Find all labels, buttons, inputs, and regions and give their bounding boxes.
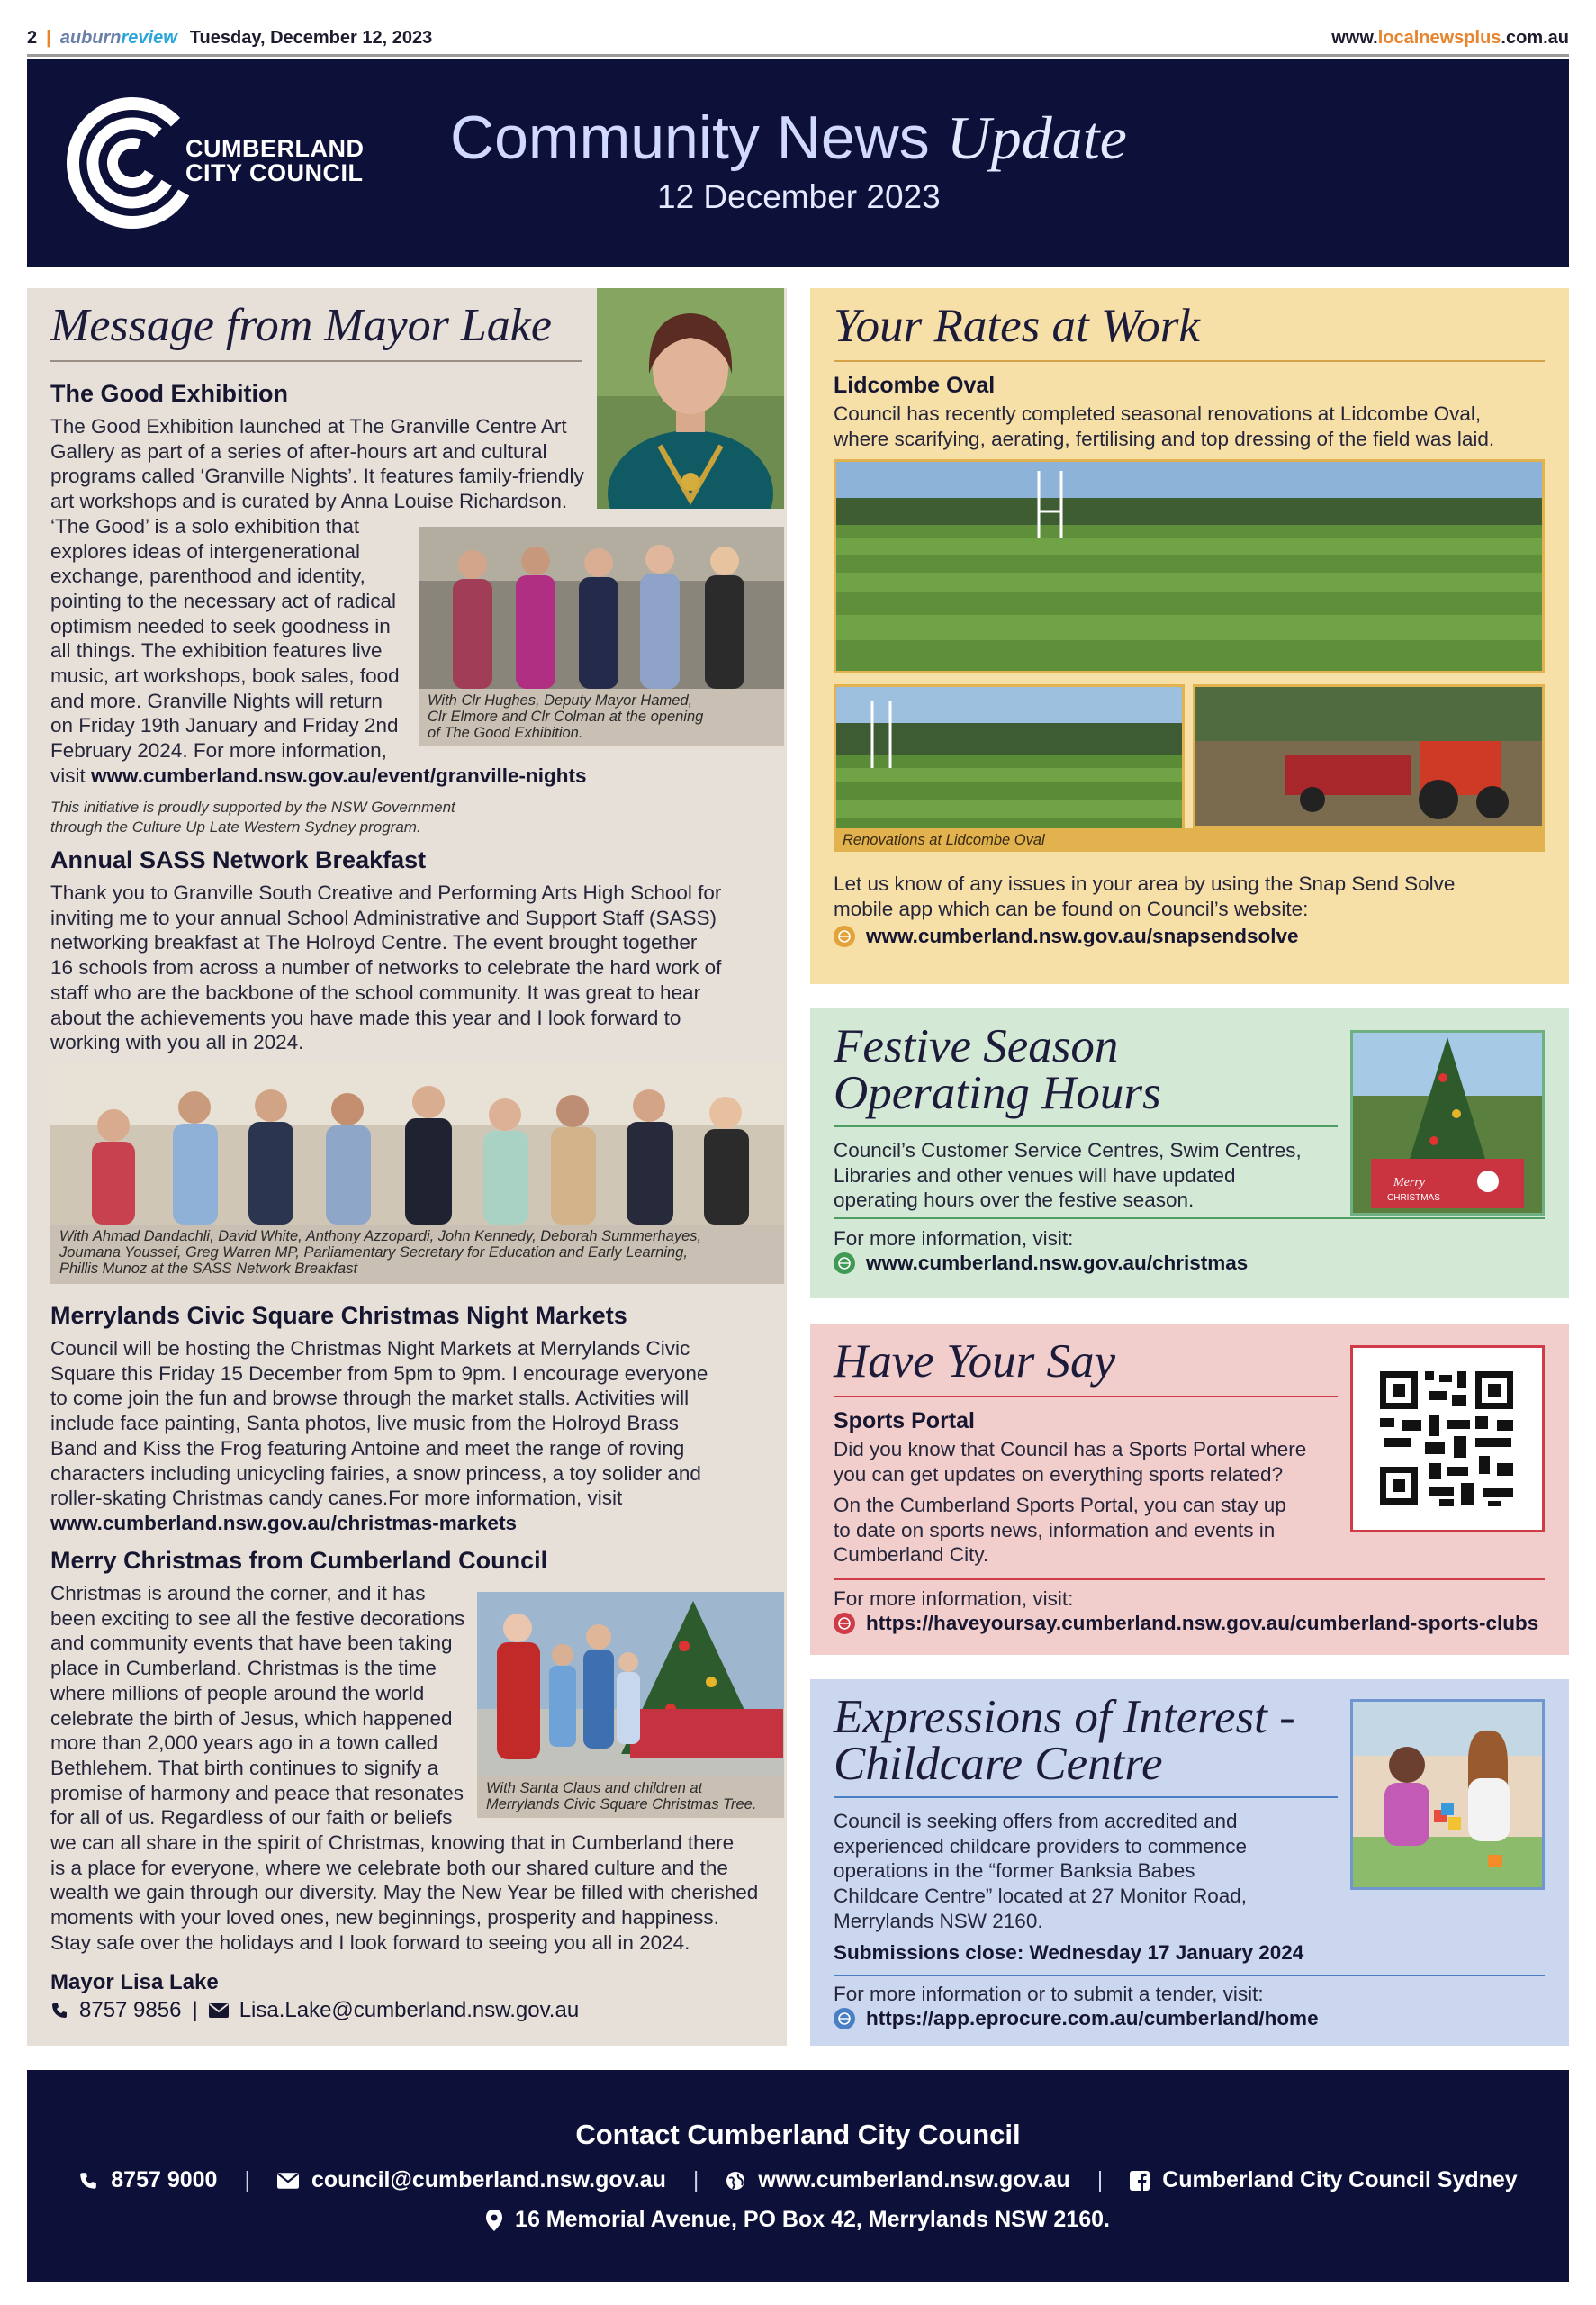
tractor-photo [1193,684,1545,828]
page-title: Community News Update [450,104,1127,172]
footer-email[interactable]: council@cumberland.nsw.gov.au [311,2167,666,2192]
section-title-sass: Annual SASS Network Breakfast [50,846,427,873]
say-heading-rule [834,1396,1338,1397]
footer-address: 16 Memorial Avenue, PO Box 42, Merrylands NSW 2160. [515,2207,1110,2232]
footer-address-line [27,2207,1569,2233]
santa-photo-caption: With Santa Claus and children at Merrylands Civic Square Christmas Tree. [477,1776,784,1818]
eoi-heading: Expressions of Interest - Childcare Centre [834,1691,1295,1790]
christmas-text: Christmas is around the corner, and it has been exciting to see all the festive decorations and community events that have been taking place in Cumberland. Christmas is the time where millions of people around the world celebrate the birth of Jesus, which happened more than 2,000 years ago in a town called Bethlehem. That birth continues to signify a promise of harmony and peace that resonates for all of us. Regardless of our faith or beliefs we can all share in the spirit of Christmas, knowing that in Cumberland there is a place for everyone, where we celebrate both our shared culture and the wealth we gain through our diversity. May the New Year be filled with cherished moments with your loved ones, new beginnings, prosperity and happiness. Stay safe over the holidays and I look forward to seeing you all in 2024. [50,1582,759,1954]
heading-rule [50,360,582,362]
council-logo-icon [65,95,200,230]
festive-more-info: For more information, visit: [834,1227,1074,1250]
eoi-text: Council is seeking offers from accredited and experienced childcare providers to commence operations in the “former Banksia Babes Childcare Centre” located at 27 Monitor Road, Merrylands NSW 2160. [834,1810,1247,1932]
mayor-portrait-photo [597,288,784,509]
rates-heading-rule [834,360,1545,362]
rates-subtitle: Lidcombe Oval [834,373,996,398]
say-text-2: On the Cumberland Sports Portal, you can stay up to date on sports news, information and events in Cumberland City. [834,1494,1286,1567]
granville-nights-link[interactable]: www.cumberland.nsw.gov.au/event/granville-nights [91,764,587,787]
mayor-email[interactable]: Lisa.Lake@cumberland.nsw.gov.au [239,1998,580,2022]
masthead-brand-part2: review [121,27,177,48]
page-header-strip [27,20,1569,56]
location-pin-icon [486,2210,502,2231]
footer-facebook[interactable]: Cumberland City Council Sydney [1162,2167,1518,2192]
footer-phone[interactable]: 8757 9000 [111,2167,218,2192]
rates-text: Council has recently completed seasonal renovations at Lidcombe Oval, where scarifying, aerating, fertilising and top dressing of the field was laid. [834,402,1495,450]
childcare-photo [1350,1699,1545,1890]
web-icon [834,926,855,947]
good-exhibition-text: The Good Exhibition launched at The Granville Centre Art Gallery as part of a series of after-hours art and cultural programs called ‘Granville Nights’. It features family-friendly art workshops and is curated by Anna Louise Richardson. ‘The Good’ is a solo exhibition that explores ideas of intergenerational exchange, parenthood and identity, pointing to the necessary act of radical optimism needed to seek goodness in all things. The exhibition features live music, art workshops, book sales, food and more. Granville Nights will return on Friday 19th January and Friday 2nd February 2024. For more information, visit www.cumberland.nsw.gov.au/event/granville-nights [50,415,587,787]
web-icon [834,1252,855,1274]
contact-footer [27,2070,1569,2282]
mayor-phone[interactable]: 8757 9856 [79,1998,182,2022]
festive-heading-rule [834,1125,1338,1127]
markets-text: Council will be hosting the Christmas Night Markets at Merrylands Civic Square this Friday 15 December from 5pm to 9pm. I encourage everyone to come join the fun and browse through the market stalls. Activities will include face painting, Santa photos, live music from the Holroyd Brass Band and Kiss the Frog featuring Antoine and meet the range of roving characters including unicycling fairies, a snow princess, a toy solider and roller-skating Christmas candy canes.For more information, visit www.cumberland.nsw.gov.au/christmas-markets [50,1337,708,1534]
qr-code[interactable] [1350,1345,1545,1532]
eprocure-link[interactable]: https://app.eprocure.com.au/cumberland/home [834,2007,1319,2030]
childcare-eoi-panel [810,1679,1569,2046]
sass-photo-caption: With Ahmad Dandachli, David White, Anthony Azzopardi, John Kennedy, Deborah Summerhayes, Joumana Youssef, Greg Warren MP, Parliamentary Secretary for Education and Early Learning, Phillis Munoz at the SASS Network Breakfast [50,1225,784,1284]
oval-photo-caption: Renovations at Lidcombe Oval [834,828,1545,852]
have-your-say-panel [810,1324,1569,1655]
council-name: CUMBERLAND CITY COUNCIL [185,135,365,186]
masthead-site-link[interactable]: www.localnewsplus.com.au [1331,27,1569,48]
say-text-1: Did you know that Council has a Sports Portal where you can get updates on everything sports related? [834,1438,1307,1486]
section-title-good-exhibition: The Good Exhibition [50,380,288,407]
mayor-heading: Message from Mayor Lake [50,300,552,351]
masthead-brand-part1: auburn [59,27,122,48]
sass-group-photo [50,1062,784,1225]
exhibition-photo-caption: With Clr Hughes, Deputy Mayor Hamed, Clr Elmore and Clr Colman at the opening of The Good Exhibition. [419,689,784,746]
mayor-contact-line [50,1998,579,2023]
festive-divider [834,1217,1545,1219]
section-title-markets: Merrylands Civic Square Christmas Night Markets [50,1302,627,1329]
eoi-divider [834,1975,1545,1976]
email-icon [277,2173,299,2189]
eoi-more-info: For more information or to submit a tender, visit: [834,1983,1264,2005]
banner-date: 12 December 2023 [657,178,941,215]
festive-heading: Festive Season Operating Hours [834,1020,1161,1119]
christmas-hours-link[interactable]: www.cumberland.nsw.gov.au/christmas [834,1252,1248,1275]
say-subtitle: Sports Portal [834,1408,975,1433]
snapsendsolve-link[interactable]: www.cumberland.nsw.gov.au/snapsendsolve [834,925,1299,948]
say-more-info: For more information, visit: [834,1587,1074,1610]
christmas-tree-photo [1350,1030,1545,1216]
globe-icon [726,2171,745,2191]
header-divider [27,54,1569,57]
rates-heading: Your Rates at Work [834,300,1200,352]
mayor-message-panel [27,288,787,2046]
phone-icon [50,2002,68,2020]
sign-text-merry: Merry [1393,1176,1425,1189]
festive-text: Council’s Customer Service Centres, Swim Centres, Libraries and other venues will have updated operating hours over the festive season. [834,1139,1302,1212]
say-heading: Have Your Say [834,1335,1116,1388]
sign-text-christmas: CHRISTMAS [1387,1193,1440,1203]
web-icon [834,1613,855,1634]
festive-hours-panel [810,1008,1569,1298]
mayor-signature-name: Mayor Lisa Lake [50,1970,219,1994]
oval-field-photo [834,684,1185,846]
exhibition-group-photo [419,527,784,689]
christmas-markets-link[interactable]: www.cumberland.nsw.gov.au/christmas-markets [50,1511,518,1534]
contact-separator: | [192,1998,198,2022]
facebook-icon [1130,2171,1150,2191]
email-icon [209,2003,229,2018]
footer-website[interactable]: www.cumberland.nsw.gov.au [758,2167,1070,2192]
submissions-close: Submissions close: Wednesday 17 January 2024 [834,1941,1304,1964]
page-number: 2 [27,27,38,48]
say-divider [834,1578,1545,1580]
nsw-support-note: This initiative is proudly supported by the NSW Government through the Culture Up Late Western Sydney program. [50,799,455,836]
eoi-heading-rule [834,1796,1338,1798]
web-icon [834,2008,855,2029]
separator: | [46,27,51,48]
lidcombe-oval-photo [834,459,1545,673]
snap-send-solve-text: Let us know of any issues in your area by using the Snap Send Solve mobile app which can be found on Council’s website: [834,872,1456,920]
rates-at-work-panel [810,288,1569,984]
footer-title: Contact Cumberland City Council [575,2119,1021,2150]
phone-icon [78,2171,98,2191]
sports-portal-link[interactable]: https://haveyoursay.cumberland.nsw.gov.au/cumberland-sports-clubs [834,1612,1538,1635]
header-banner [27,59,1569,267]
sass-text: Thank you to Granville South Creative and Performing Arts High School for inviting me to your annual School Administrative and Support Staff (SASS) networking breakfast at The Holroyd Centre. The event brought together 16 schools from across a number of networks to celebrate the hard work of staff who are the backbone of the school community. It was great to hear about the achievements you have made this year and I look forward to working with you all in 2024. [50,881,722,1054]
issue-date: Tuesday, December 12, 2023 [189,27,433,48]
section-title-merry-christmas: Merry Christmas from Cumberland Council [50,1547,548,1574]
footer-contacts: 8757 9000 | council@cumberland.nsw.gov.au | www.cumberland.nsw.gov.au | Cumberland City Council Sydney [27,2167,1569,2193]
